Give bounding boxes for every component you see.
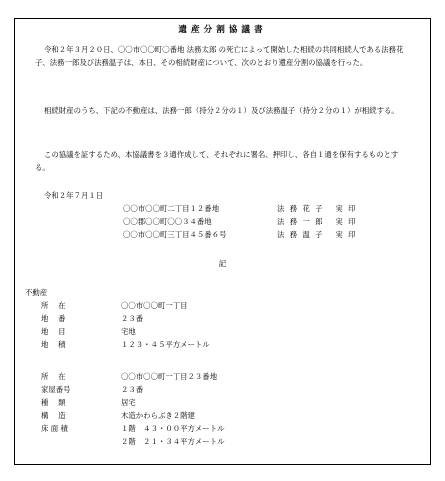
property-heading: 不動産 bbox=[25, 288, 48, 297]
building-structure-label: 構 造 bbox=[41, 411, 66, 420]
building-structure-value: 木造かわらぶき２階建 bbox=[121, 411, 195, 420]
signatory-address: 〇〇市〇〇町三丁目４５番６号 bbox=[123, 230, 227, 239]
ki-heading: 記 bbox=[218, 259, 227, 268]
land-lot-number-value: ２３番 bbox=[121, 314, 144, 323]
signatory-address: 〇〇郡〇〇町〇〇３４番地 bbox=[123, 217, 212, 226]
paragraph-inheritance: 相続財産のうち、下記の不動産は、法務一郎（持分２分の１）及び法務温子（持分２分の１）が相続する。 bbox=[44, 106, 399, 115]
land-category-label: 地 目 bbox=[41, 327, 66, 336]
paragraph-certification: この協議を証するため、本協議書を３通作成して、それぞれに署名、押印し、各自１通を保有するものとする。 bbox=[35, 150, 399, 172]
document-title: 遺産分割協議書 bbox=[178, 25, 267, 35]
document-page bbox=[14, 18, 431, 465]
building-type-label: 種 類 bbox=[41, 398, 66, 407]
building-floor-area-label: 床 面 積 bbox=[41, 424, 68, 433]
land-category-value: 宅地 bbox=[121, 327, 136, 336]
building-type-value: 居宅 bbox=[121, 398, 136, 407]
land-location-value: 〇〇市〇〇町一丁目 bbox=[121, 301, 188, 310]
land-area-label: 地 積 bbox=[41, 340, 66, 349]
building-number-label: 家屋番号 bbox=[41, 385, 71, 394]
land-lot-number-label: 地 番 bbox=[41, 314, 66, 323]
paragraph-opening: 令和２年３月２０日、〇〇市〇〇町〇番地 法務太郎 の死亡によって開始した相続の共同相続人である法務花子、法務一郎及び法務温子は、本日、その相続財産について、次のとおり遺産分割の協議を行った。 bbox=[35, 45, 404, 67]
signatory-name: 法務花子 実印 bbox=[277, 204, 361, 213]
building-number-value: ２３番 bbox=[121, 385, 144, 394]
building-floor-area-value-2: ２階 ２１・３４平方メートル bbox=[121, 437, 225, 446]
signatory-name: 法務温子 実印 bbox=[277, 230, 361, 239]
building-location-label: 所 在 bbox=[41, 372, 66, 381]
land-location-label: 所 在 bbox=[41, 301, 66, 310]
signatory-name: 法務一郎 実印 bbox=[277, 217, 361, 226]
building-floor-area-value: １階 ４３・００平方メートル bbox=[121, 424, 225, 433]
signatory-address: 〇〇市〇〇町二丁目１２番地 bbox=[123, 204, 220, 213]
agreement-date: 令和２年７月１日 bbox=[44, 191, 104, 200]
land-area-value: １２３・４５平方メートル bbox=[121, 340, 210, 349]
building-location-value: 〇〇市〇〇町一丁目２３番地 bbox=[121, 372, 218, 381]
